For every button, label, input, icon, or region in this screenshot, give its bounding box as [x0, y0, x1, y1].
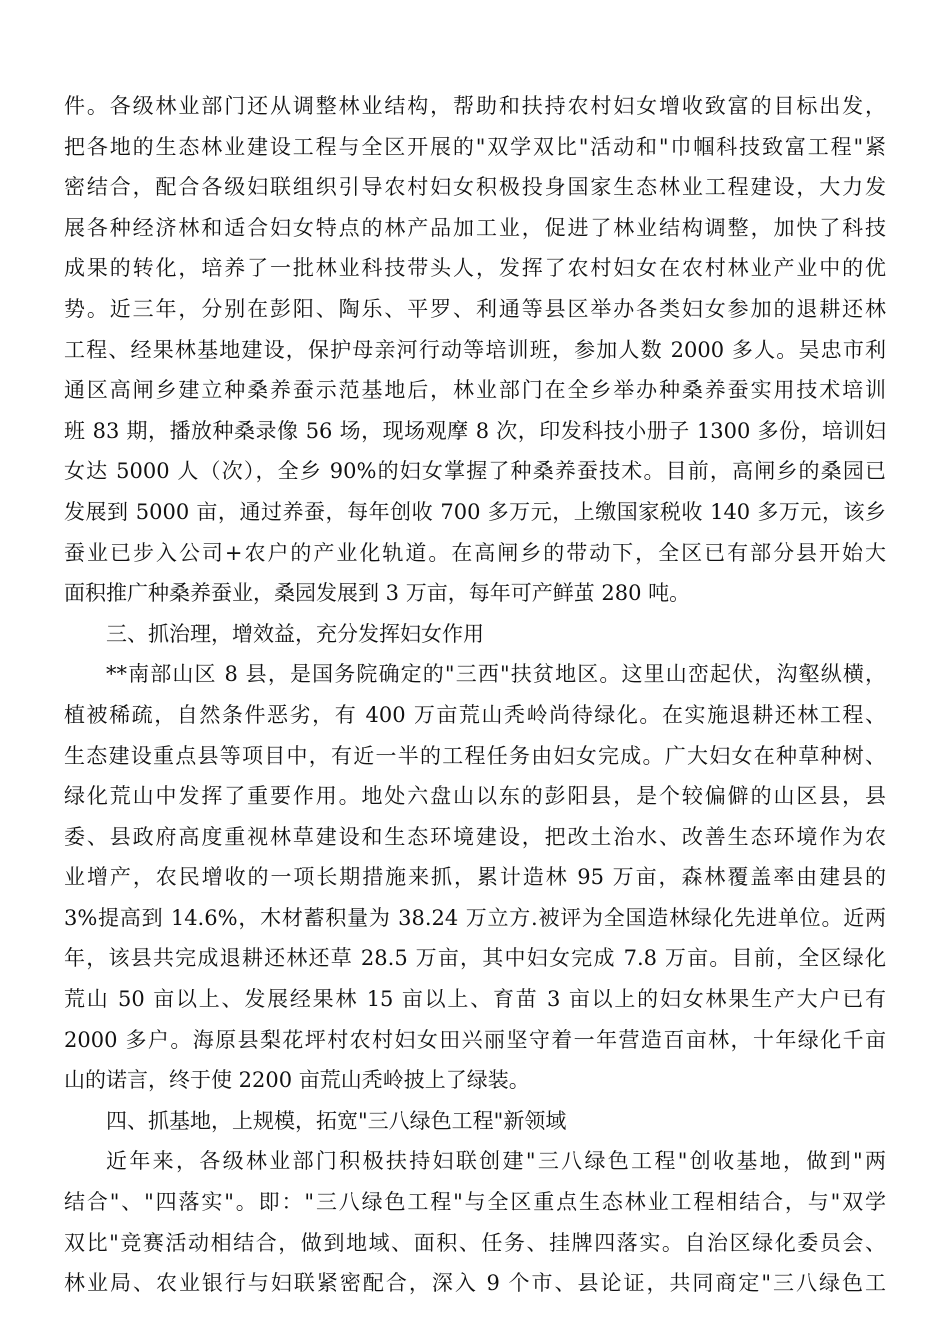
text-line: 结合"、"四落实"。即："三八绿色工程"与全区重点生态林业工程相结合，与"双学	[64, 1190, 886, 1215]
text-line: 班 83 期，播放种桑录像 56 场，现场观摩 8 次，印发科技小册子 1300 多份，培训妇	[64, 418, 886, 443]
text-line: 三、抓治理，增效益，充分发挥妇女作用	[106, 621, 484, 646]
text-line: 绿化荒山中发挥了重要作用。地处六盘山以东的彭阳县，是个较偏僻的山区县，县	[64, 784, 886, 809]
text-line: 荒山 50 亩以上、发展经果林 15 亩以上、育苗 3 亩以上的妇女林果生产大户已有	[64, 987, 886, 1012]
text-line: 蚕业已步入公司+农户的产业化轨道。在高闸乡的带动下，全区已有部分县开始大	[64, 540, 886, 565]
text-line: 植被稀疏，自然条件恶劣，有 400 万亩荒山秃岭尚待绿化。在实施退耕还林工程、	[64, 702, 886, 727]
text-line: 2000 多户。海原县梨花坪村农村妇女田兴丽坚守着一年营造百亩林，十年绿化千亩	[64, 1027, 886, 1052]
text-line: 通区高闸乡建立种桑养蚕示范基地后，林业部门在全乡举办种桑养蚕实用技术培训	[64, 378, 886, 403]
text-line: 林业局、农业银行与妇联紧密配合，深入 9 个市、县论证，共同商定"三八绿色工	[64, 1271, 886, 1296]
text-line: 生态建设重点县等项目中，有近一半的工程任务由妇女完成。广大妇女在种草种树、	[64, 743, 886, 768]
text-line: 年，该县共完成退耕还林还草 28.5 万亩，其中妇女完成 7.8 万亩。目前，全区绿化	[64, 946, 886, 971]
text-line: 发展到 5000 亩，通过养蚕，每年创收 700 多万元，上缴国家税收 140 多万元，该乡	[64, 499, 886, 524]
text-line: 展各种经济林和适合妇女特点的林产品加工业，促进了林业结构调整，加快了科技	[64, 215, 886, 240]
text-line: 双比"竞赛活动相结合，做到地域、面积、任务、挂牌四落实。自治区绿化委员会、	[64, 1230, 886, 1255]
text-line: 近年来，各级林业部门积极扶持妇联创建"三八绿色工程"创收基地，做到"两	[106, 1149, 886, 1174]
text-line: 3%提高到 14.6%，木材蓄积量为 38.24 万立方.被评为全国造林绿化先进单位。近两	[64, 905, 886, 930]
text-line: 工程、经果林基地建设，保护母亲河行动等培训班，参加人数 2000 多人。吴忠市利	[64, 337, 886, 362]
text-line: 件。各级林业部门还从调整林业结构，帮助和扶持农村妇女增收致富的目标出发，	[64, 94, 886, 118]
text-line: 业增产，农民增收的一项长期措施来抓，累计造林 95 万亩，森林覆盖率由建县的	[64, 865, 886, 890]
text-line: **南部山区 8 县，是国务院确定的"三西"扶贫地区。这里山峦起伏，沟壑纵横，	[106, 662, 886, 687]
text-line: 女达 5000 人（次），全乡 90%的妇女掌握了种桑养蚕技术。目前，高闸乡的桑园已	[64, 459, 886, 484]
text-line: 把各地的生态林业建设工程与全区开展的"双学双比"活动和"巾帼科技致富工程"紧	[64, 134, 886, 159]
document-body	[64, 86, 886, 1304]
text-line: 山的诺言，终于使 2200 亩荒山秃岭披上了绿装。	[64, 1068, 530, 1093]
text-line: 势。近三年，分别在彭阳、陶乐、平罗、利通等县区举办各类妇女参加的退耕还林	[64, 296, 886, 321]
text-line: 四、抓基地，上规模，拓宽"三八绿色工程"新领域	[106, 1108, 567, 1133]
text-line: 委、县政府高度重视林草建设和生态环境建设，把改土治水、改善生态环境作为农	[64, 824, 886, 849]
text-line: 密结合，配合各级妇联组织引导农村妇女积极投身国家生态林业工程建设，大力发	[64, 175, 886, 200]
text-line: 面积推广种桑养蚕业，桑园发展到 3 万亩，每年可产鲜茧 280 吨。	[64, 581, 691, 606]
text-line: 成果的转化，培养了一批林业科技带头人，发挥了农村妇女在农村林业产业中的优	[64, 256, 886, 281]
